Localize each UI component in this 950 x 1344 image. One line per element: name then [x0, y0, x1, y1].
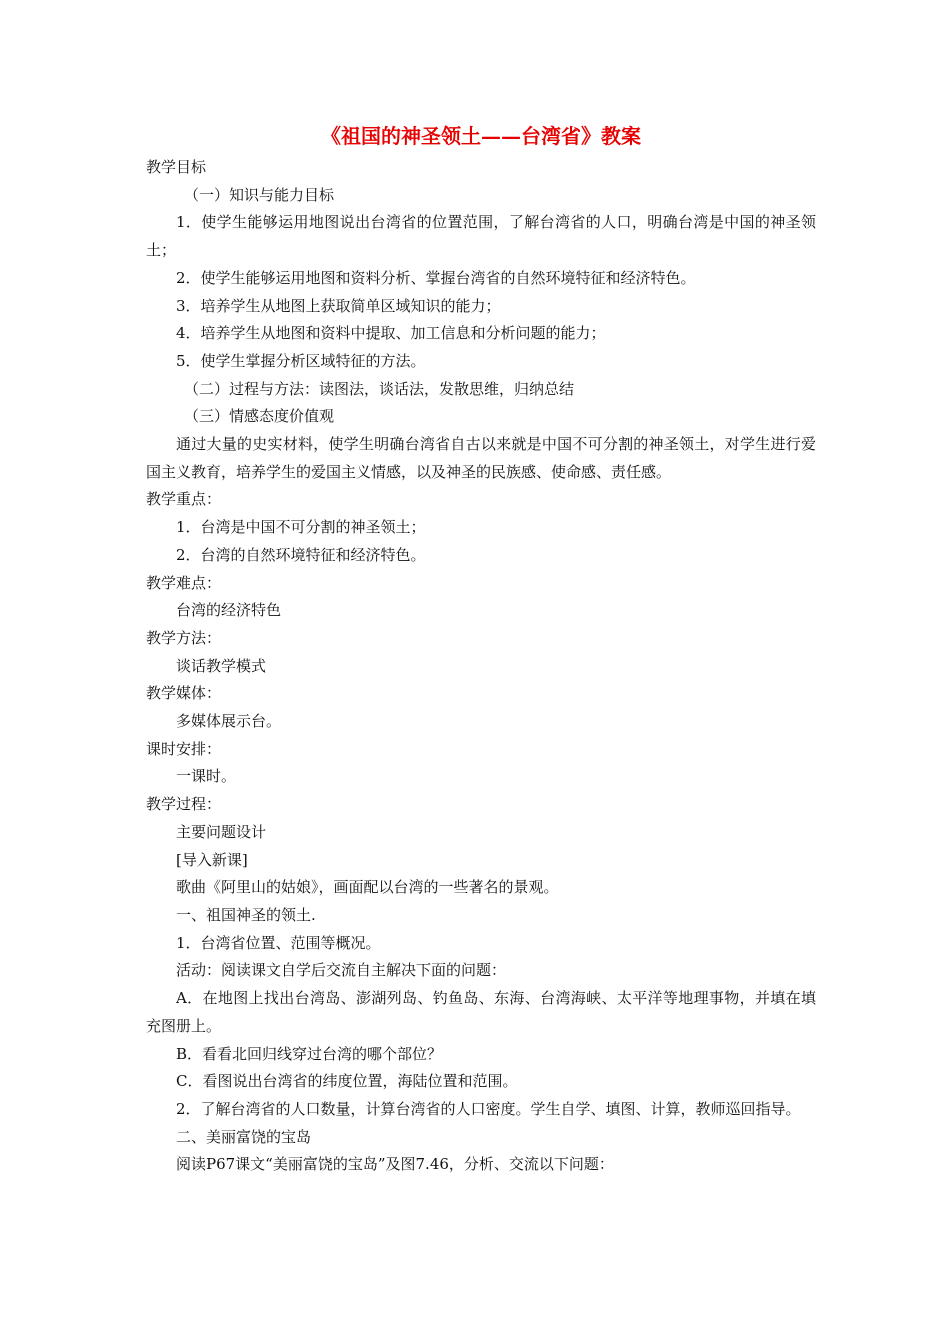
paragraph-line: （一）知识与能力目标: [184, 185, 335, 204]
paragraph-line: A．在地图上找出台湾岛、澎湖列岛、钓鱼岛、东海、台湾海峡、太平洋等地理事物，并填在填充图册上。: [146, 989, 816, 1035]
paragraph-line: 1．台湾是中国不可分割的神圣领土；: [176, 518, 426, 537]
paragraph-line: 主要问题设计: [176, 822, 267, 841]
paragraph-line: 通过大量的史实材料，使学生明确台湾省自古以来就是中国不可分割的神圣领土，对学生进行爱国主义教育，培养学生的爱国主义情感，以及神圣的民族感、使命感、责任感。: [146, 435, 816, 481]
paragraph-line: 一、祖国神圣的领土.: [176, 905, 316, 924]
paragraph-line: 多媒体展示台。: [176, 712, 282, 731]
paragraph-line: 活动：阅读课文自学后交流自主解决下面的问题：: [176, 961, 507, 980]
paragraph-line: 5．使学生掌握分析区域特征的方法。: [176, 351, 426, 370]
paragraph-line: 1．台湾省位置、范围等概况。: [176, 933, 381, 952]
paragraph-line: 歌曲《阿里山的姑娘》，画面配以台湾的一些著名的景观。: [176, 878, 559, 897]
paragraph-line: B．看看北回归线穿过台湾的哪个部位？: [176, 1044, 443, 1063]
paragraph-line: 2．了解台湾省的人口数量，计算台湾省的人口密度。学生自学、填图、计算，教师巡回指导。: [176, 1099, 801, 1118]
paragraph-line: 教学重点：: [146, 490, 222, 509]
paragraph-line: 1．使学生能够运用地图说出台湾省的位置范围，了解台湾省的人口，明确台湾是中国的神圣领土；: [146, 213, 816, 260]
paragraph-line: 2．使学生能够运用地图和资料分析、掌握台湾省的自然环境特征和经济特色。: [176, 268, 696, 287]
document-title: 《祖国的神圣领土——台湾省》教案: [321, 124, 641, 148]
paragraph-line: [导入新课]: [176, 850, 248, 869]
paragraph-line: 教学媒体：: [146, 684, 222, 703]
paragraph-line: 教学目标: [146, 158, 207, 176]
paragraph-line: 2．台湾的自然环境特征和经济特色。: [176, 545, 426, 564]
paragraph-line: （三）情感态度价值观: [184, 407, 335, 426]
paragraph-line: 教学过程：: [146, 795, 222, 814]
paragraph-line: 4．培养学生从地图和资料中提取、加工信息和分析问题的能力；: [176, 324, 606, 343]
document-body: [146, 154, 816, 1179]
paragraph-line: C．看图说出台湾省的纬度位置，海陆位置和范围。: [176, 1072, 518, 1091]
paragraph-line: 3．培养学生从地图上获取简单区域知识的能力；: [176, 296, 501, 315]
paragraph-line: （二）过程与方法：读图法，谈话法，发散思维，归纳总结: [184, 379, 575, 398]
paragraph-line: 教学方法：: [146, 628, 222, 647]
paragraph-line: 教学难点：: [146, 573, 222, 592]
paragraph-line: 二、美丽富饶的宝岛: [176, 1127, 312, 1146]
document-page: [146, 120, 816, 1179]
paragraph-line: 谈话教学模式: [176, 656, 267, 675]
paragraph-line: 课时安排：: [146, 739, 222, 758]
paragraph-line: 台湾的经济特色: [176, 601, 282, 620]
paragraph-line: 一课时。: [176, 767, 237, 786]
paragraph-line: 阅读P67课文“美丽富饶的宝岛”及图7.46，分析、交流以下问题：: [176, 1155, 614, 1174]
